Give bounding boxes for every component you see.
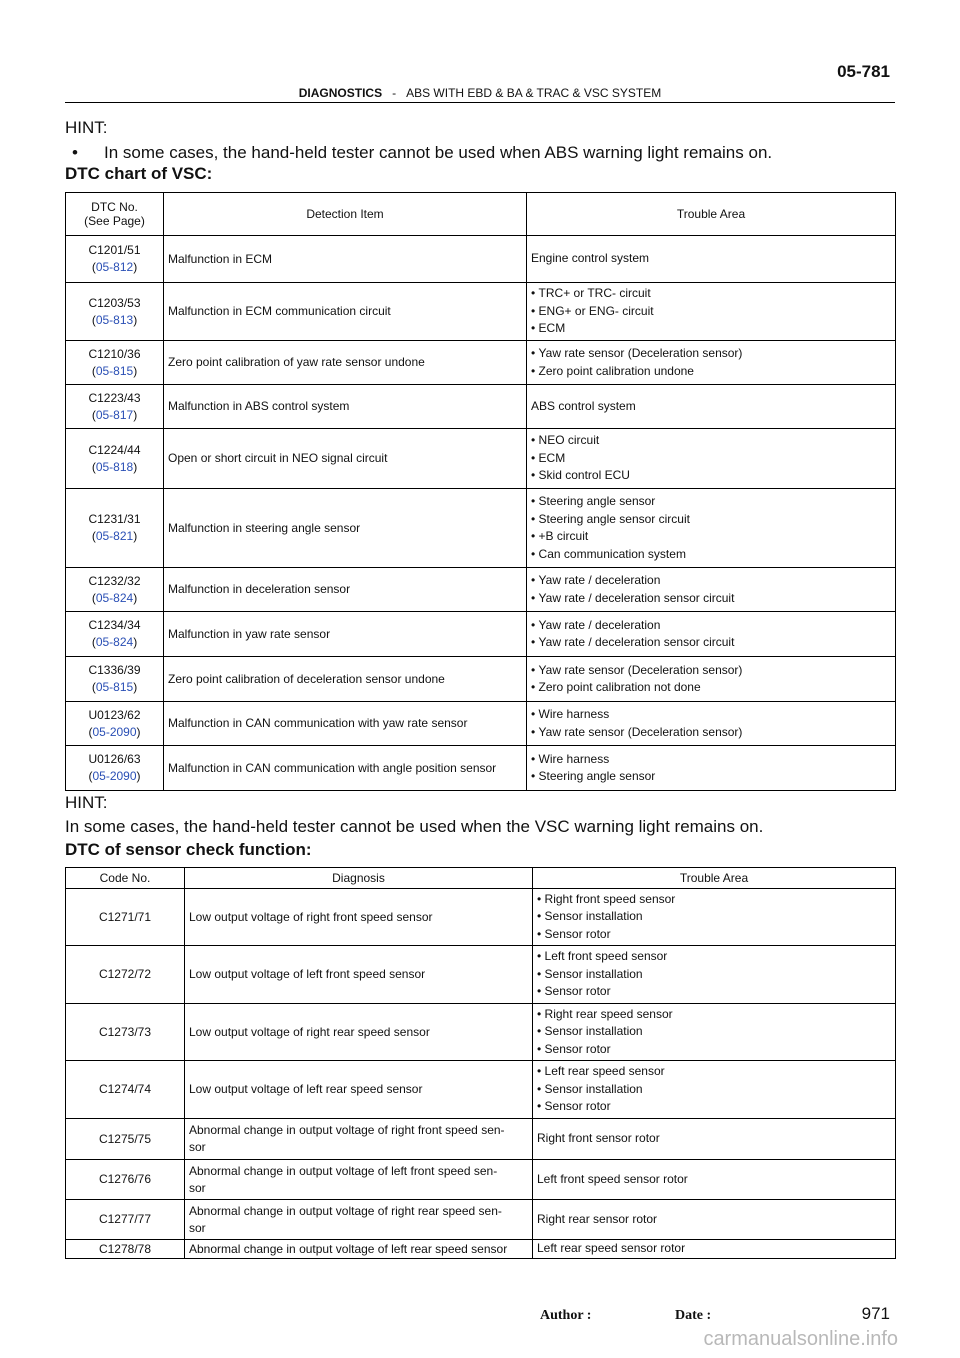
header-dash: - — [392, 86, 397, 100]
dtc-cell: U0123/62 (05-2090) — [66, 702, 164, 746]
code-cell: C1272/72 — [66, 946, 185, 1004]
trouble-area-item: • Zero point calibration not done — [531, 679, 891, 697]
page-link[interactable]: 05-2090 — [92, 724, 137, 739]
trouble-area — [533, 889, 896, 946]
date-label: Date : — [674, 1308, 712, 1323]
diagnosis-cell: Abnormal change in output voltage of left rear speed sensor — [185, 1240, 533, 1259]
trouble-area — [527, 657, 896, 702]
diagnosis-line: Abnormal change in output voltage of right front speed sen- — [189, 1123, 505, 1137]
code-header: Code No. — [66, 868, 185, 889]
dtc-cell: C1234/34 (05-824) — [66, 612, 164, 657]
diagnosis-line: sor — [189, 1220, 206, 1235]
bullet-icon: • — [72, 143, 78, 162]
trouble-area-item: • Yaw rate sensor (Deceleration sensor) — [531, 724, 891, 742]
page-link[interactable]: 05-824 — [95, 635, 134, 649]
subsection-title: ABS WITH EBD & BA & TRAC & VSC SYSTEM — [406, 86, 662, 100]
dtc-code: C1210/36 — [88, 346, 141, 361]
dtc-code: C1231/31 — [88, 512, 141, 526]
table-row — [66, 702, 896, 746]
running-header — [65, 86, 895, 100]
code-cell: C1278/78 — [66, 1240, 185, 1259]
page-link[interactable]: 05-821 — [95, 529, 134, 543]
code-cell: C1274/74 — [66, 1061, 185, 1119]
trouble-area-item: Left rear speed sensor rotor — [537, 1241, 686, 1256]
page-link[interactable]: 05-818 — [95, 459, 134, 474]
trouble-area-item: • Wire harness — [531, 751, 891, 769]
detection-item: Malfunction in yaw rate sensor — [164, 612, 527, 657]
diagnosis-line: Abnormal change in output voltage of right rear speed sen- — [189, 1203, 502, 1218]
trouble-area-item: • ENG+ or ENG- circuit — [531, 303, 891, 321]
detection-item: Malfunction in ECM communication circuit — [164, 283, 527, 341]
code-cell: C1277/77 — [66, 1200, 185, 1240]
dtc-cell: C1231/31 (05-821) — [66, 489, 164, 568]
trouble-area — [527, 612, 896, 657]
dtc-header-line1: DTC No. — [91, 200, 138, 214]
table-row — [66, 946, 896, 1004]
dtc-code: C1203/53 — [88, 295, 141, 310]
header-rule — [65, 102, 895, 103]
trouble-area — [527, 341, 896, 385]
trouble-area-item: • Sensor rotor — [537, 1041, 891, 1059]
hint2-text: In some cases, the hand-held tester cannot be used when the VSC warning light remains on. — [65, 817, 764, 836]
diagnosis-header: Diagnosis — [185, 868, 533, 889]
detection-item: Malfunction in ABS control system — [164, 385, 527, 429]
diagnosis-line: sor — [189, 1180, 206, 1195]
dtc-code: U0123/62 — [88, 707, 141, 722]
code-cell: C1276/76 — [66, 1160, 185, 1200]
trouble-area-item: • Left front speed sensor — [537, 948, 891, 966]
sensor-chart-title: DTC of sensor check function: — [65, 840, 312, 859]
detection-item: Malfunction in steering angle sensor — [164, 489, 527, 568]
dtc-header-line2: (See Page) — [84, 214, 145, 228]
trouble-area-item: • Yaw rate sensor (Deceleration sensor) — [531, 345, 891, 363]
trouble-area-item: • Right front speed sensor — [537, 891, 891, 909]
trouble-area-item: • Yaw rate / deceleration sensor circuit — [531, 590, 891, 608]
diagnosis-cell: Low output voltage of left front speed sensor — [185, 946, 533, 1004]
page-link[interactable]: 05-2090 — [92, 769, 137, 783]
page-link[interactable]: 05-815 — [95, 680, 134, 694]
dtc-cell: C1224/44 (05-818) — [66, 429, 164, 489]
trouble-area-item: • NEO circuit — [531, 432, 891, 450]
trouble-area — [527, 568, 896, 612]
dtc-code: C1234/34 — [88, 618, 141, 632]
table-row — [66, 489, 896, 568]
vsc-dtc-table — [65, 192, 896, 791]
trouble-area — [533, 1200, 896, 1240]
trouble-area-item: • Wire harness — [531, 706, 891, 724]
trouble-area-item: • Sensor installation — [537, 1023, 891, 1041]
detection-item: Zero point calibration of deceleration sensor undone — [164, 657, 527, 702]
hint2-label: HINT: — [65, 793, 108, 812]
trouble-area-item: • Steering angle sensor — [531, 493, 891, 511]
page-link[interactable]: 05-824 — [95, 590, 134, 605]
hint-bullet-text: In some cases, the hand-held tester cannot be used when ABS warning light remains on. — [104, 143, 773, 162]
code-cell: C1271/71 — [66, 889, 185, 946]
trouble-area-item: • Yaw rate / deceleration sensor circuit — [531, 634, 891, 652]
trouble-area-item: • Sensor rotor — [537, 926, 891, 944]
page-number: 05-781 — [837, 62, 890, 81]
trouble-area — [533, 1119, 896, 1160]
code-cell: C1275/75 — [66, 1119, 185, 1160]
table-row — [66, 568, 896, 612]
trouble-area-item: • ECM — [531, 320, 891, 338]
diagnosis-cell — [185, 1160, 533, 1200]
trouble-area-item: • TRC+ or TRC- circuit — [531, 285, 891, 303]
trouble-area — [527, 746, 896, 791]
watermark: carmanualsonline.info — [703, 1328, 898, 1350]
table-row — [66, 1160, 896, 1200]
dtc-cell: C1223/43 (05-817) — [66, 385, 164, 429]
dtc-code: C1201/51 — [88, 243, 141, 257]
page-link[interactable]: 05-812 — [95, 260, 134, 274]
diagnosis-cell — [185, 1200, 533, 1240]
diagnosis-cell — [185, 1119, 533, 1160]
dtc-code: C1336/39 — [88, 663, 141, 677]
trouble-area-item: • Yaw rate sensor (Deceleration sensor) — [531, 662, 891, 680]
dtc-code: U0126/63 — [88, 752, 141, 766]
trouble-area-item: Left front speed sensor rotor — [537, 1171, 688, 1186]
table-row — [66, 1240, 896, 1259]
page-link[interactable]: 05-817 — [95, 407, 134, 422]
detection-item: Malfunction in CAN communication with angle position sensor — [164, 746, 527, 791]
trouble-area-item: ABS control system — [531, 398, 636, 413]
detection-item: Zero point calibration of yaw rate sensor undone — [164, 341, 527, 385]
detection-item: Malfunction in CAN communication with yaw rate sensor — [164, 702, 527, 746]
trouble-area-item: Engine control system — [531, 251, 650, 266]
trouble-area-item: • Left rear speed sensor — [537, 1063, 891, 1081]
code-cell: C1273/73 — [66, 1004, 185, 1061]
diagnosis-line: Abnormal change in output voltage of left front speed sen- — [189, 1163, 498, 1178]
trouble-area-item: • Sensor rotor — [537, 1098, 891, 1116]
trouble-area — [533, 1240, 896, 1259]
trouble-area — [527, 236, 896, 283]
vsc-chart-title: DTC chart of VSC: — [65, 164, 213, 183]
section-title: DIAGNOSTICS — [298, 86, 383, 100]
trouble-area — [527, 429, 896, 489]
trouble-area — [527, 385, 896, 429]
trouble-area-header: Trouble Area — [533, 868, 896, 889]
detection-item: Malfunction in ECM — [164, 236, 527, 283]
dtc-cell: C1201/51 (05-812) — [66, 236, 164, 283]
trouble-area-item: • Steering angle sensor — [531, 768, 891, 786]
table-row — [66, 746, 896, 791]
page-link[interactable]: 05-815 — [95, 363, 134, 378]
dtc-code: C1232/32 — [88, 573, 141, 588]
hint-label: HINT: — [65, 118, 108, 137]
trouble-area-item: • Right rear speed sensor — [537, 1006, 891, 1024]
author-label: Author : — [540, 1308, 592, 1323]
table-header-row — [66, 193, 896, 236]
table-row — [66, 889, 896, 946]
table-row — [66, 283, 896, 341]
trouble-area-item: • Yaw rate / deceleration — [531, 572, 891, 590]
trouble-area — [533, 1061, 896, 1119]
table-row — [66, 657, 896, 702]
table-row — [66, 1200, 896, 1240]
table-row — [66, 429, 896, 489]
trouble-area-item: • Skid control ECU — [531, 467, 891, 485]
trouble-area-item: Right front sensor rotor — [537, 1131, 660, 1146]
dtc-cell: C1336/39 (05-815) — [66, 657, 164, 702]
trouble-area — [533, 1004, 896, 1061]
trouble-area — [527, 283, 896, 341]
trouble-area-header: Trouble Area — [527, 193, 896, 236]
footer — [540, 1308, 711, 1324]
table-header-row — [66, 868, 896, 889]
table-row — [66, 612, 896, 657]
dtc-header — [66, 193, 164, 236]
diagnosis-cell: Low output voltage of right rear speed sensor — [185, 1004, 533, 1061]
footer-page-number: 971 — [861, 1304, 890, 1323]
table-row — [66, 236, 896, 283]
trouble-area-item: • Sensor installation — [537, 908, 891, 926]
trouble-area — [527, 702, 896, 746]
dtc-cell: C1203/53 (05-813) — [66, 283, 164, 341]
diagnosis-cell: Low output voltage of left rear speed sensor — [185, 1061, 533, 1119]
dtc-code: C1224/44 — [88, 442, 141, 457]
detection-item: Malfunction in deceleration sensor — [164, 568, 527, 612]
trouble-area — [527, 489, 896, 568]
trouble-area-item: • Zero point calibration undone — [531, 363, 891, 381]
dtc-cell: U0126/63 (05-2090) — [66, 746, 164, 791]
table-row — [66, 1061, 896, 1119]
trouble-area-item: • +B circuit — [531, 528, 891, 546]
sensor-check-table — [65, 867, 896, 1259]
trouble-area-item: • Can communication system — [531, 546, 891, 564]
trouble-area-item: • Steering angle sensor circuit — [531, 511, 891, 529]
table-row — [66, 385, 896, 429]
diagnosis-line: sor — [189, 1140, 206, 1154]
trouble-area-item: • Sensor installation — [537, 1081, 891, 1099]
dtc-cell: C1210/36 (05-815) — [66, 341, 164, 385]
trouble-area — [533, 1160, 896, 1200]
table-row — [66, 1119, 896, 1160]
hint-bullet — [72, 143, 772, 163]
trouble-area-item: • Sensor installation — [537, 966, 891, 984]
trouble-area-item: • ECM — [531, 450, 891, 468]
dtc-code: C1223/43 — [88, 390, 141, 405]
page-link[interactable]: 05-813 — [95, 312, 134, 327]
detection-item-header: Detection Item — [164, 193, 527, 236]
dtc-cell: C1232/32 (05-824) — [66, 568, 164, 612]
diagnosis-cell: Low output voltage of right front speed sensor — [185, 889, 533, 946]
trouble-area-item: • Yaw rate / deceleration — [531, 617, 891, 635]
trouble-area — [533, 946, 896, 1004]
trouble-area-item: • Sensor rotor — [537, 983, 891, 1001]
table-row — [66, 1004, 896, 1061]
detection-item: Open or short circuit in NEO signal circuit — [164, 429, 527, 489]
trouble-area-item: Right rear sensor rotor — [537, 1211, 658, 1226]
table-row — [66, 341, 896, 385]
